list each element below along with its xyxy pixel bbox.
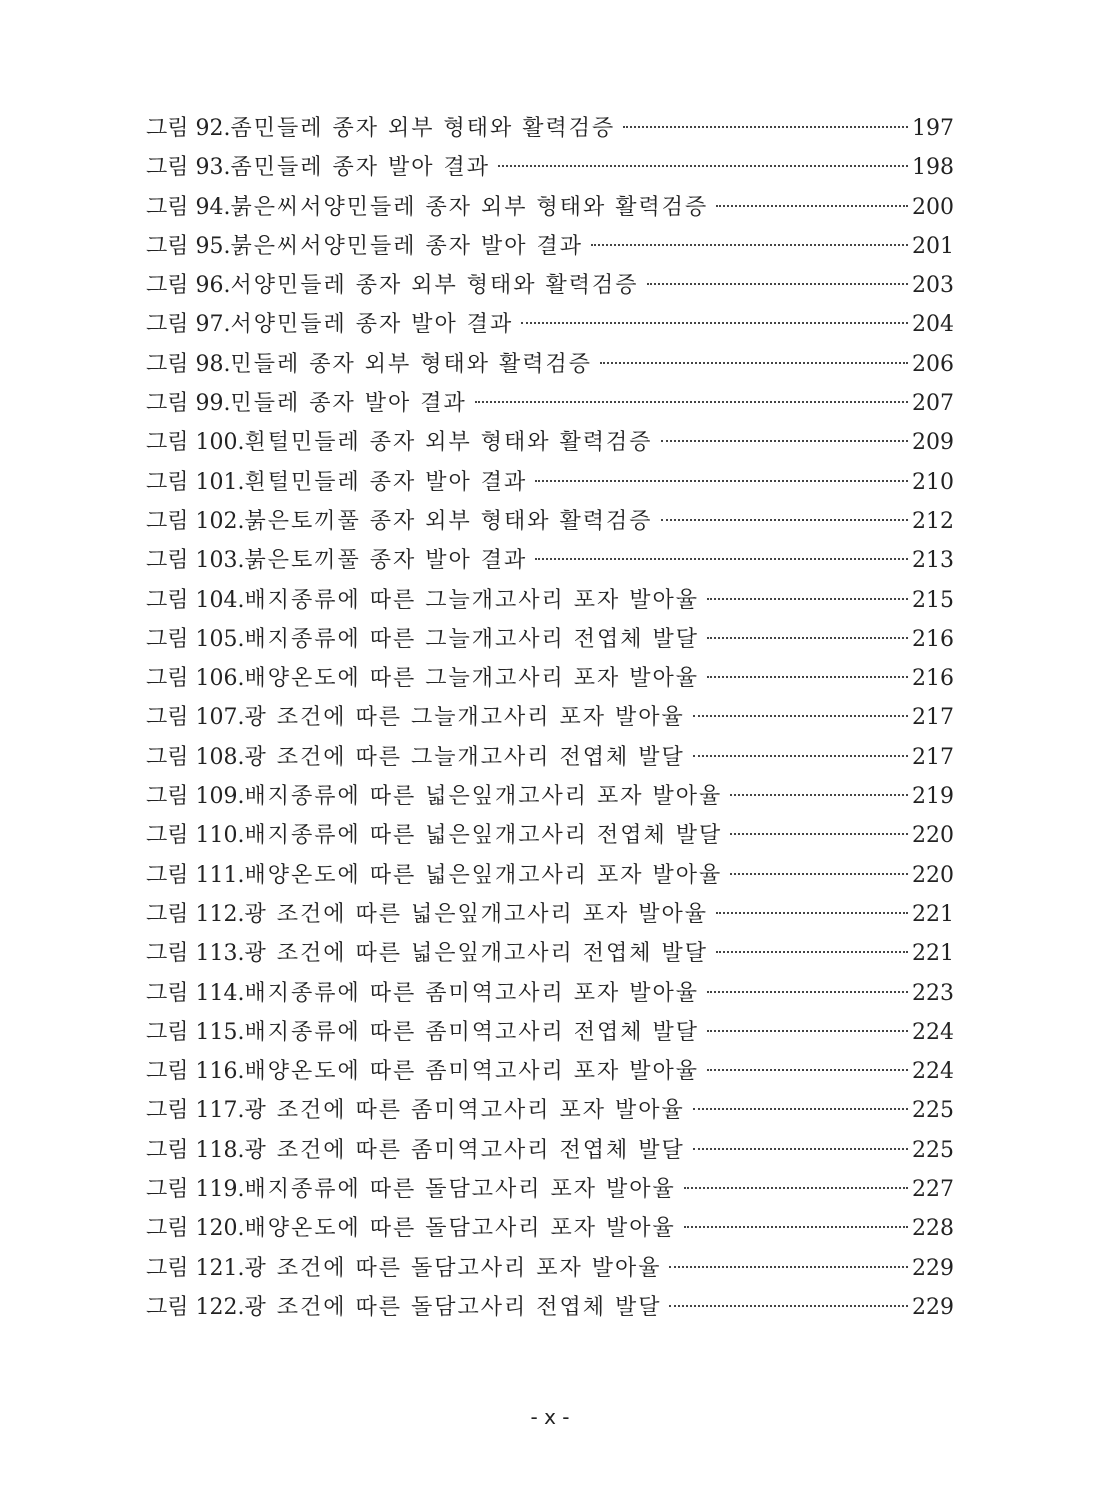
toc-entry[interactable]: [146, 148, 954, 187]
entry-label: 그림 102.: [146, 508, 245, 534]
entry-page-number: 216: [912, 626, 954, 652]
dot-leader: [475, 401, 908, 403]
entry-title: 붉은토끼풀 종자 발아 결과: [244, 548, 528, 574]
entry-label: 그림 116.: [146, 1059, 245, 1085]
entry-title: 배지종류에 따른 좀미역고사리 포자 발아율: [244, 980, 699, 1006]
toc-entry[interactable]: [146, 777, 954, 816]
entry-label: 그림 112.: [146, 901, 245, 927]
toc-entry[interactable]: [146, 227, 954, 266]
entry-title: 배양온도에 따른 좀미역고사리 포자 발아율: [244, 1059, 699, 1085]
dot-leader: [661, 440, 909, 442]
entry-label: 그림 92.: [146, 116, 231, 141]
table-of-figures: [146, 109, 954, 1327]
entry-label: 그림 114.: [146, 980, 245, 1006]
dot-leader: [521, 322, 908, 324]
dot-leader: [600, 362, 908, 364]
toc-entry[interactable]: [146, 934, 954, 973]
entry-page-number: 220: [912, 823, 954, 849]
entry-label: 그림 93.: [146, 155, 231, 181]
dot-leader: [693, 755, 908, 757]
toc-entry[interactable]: [146, 1052, 954, 1091]
entry-title: 배지종류에 따른 넓은잎개고사리 포자 발아율: [244, 784, 723, 810]
entry-title: 광 조건에 따른 넓은잎개고사리 포자 발아율: [244, 901, 708, 927]
entry-page-number: 224: [912, 1019, 954, 1045]
entry-page-number: 204: [912, 312, 954, 338]
entry-label: 그림 97.: [146, 312, 231, 338]
entry-label: 그림 108.: [146, 744, 245, 770]
entry-title: 배지종류에 따른 좀미역고사리 전엽체 발달: [244, 1019, 699, 1045]
dot-leader: [730, 794, 908, 796]
entry-title: 서양민들레 종자 외부 형태와 활력검증: [230, 273, 639, 299]
entry-page-number: 200: [912, 194, 954, 220]
entry-title: 배지종류에 따른 그늘개고사리 포자 발아율: [244, 587, 699, 613]
entry-label: 그림 120.: [146, 1216, 245, 1242]
toc-entry[interactable]: [146, 188, 954, 227]
entry-page-number: 221: [912, 941, 954, 967]
dot-leader: [661, 519, 909, 521]
entry-page-number: 203: [912, 273, 954, 299]
toc-entry[interactable]: [146, 698, 954, 737]
entry-label: 그림 115.: [146, 1019, 245, 1045]
entry-title: 광 조건에 따른 좀미역고사리 포자 발아율: [244, 1098, 685, 1124]
entry-label: 그림 121.: [146, 1255, 245, 1281]
entry-page-number: 225: [912, 1098, 954, 1124]
entry-page-number: 207: [912, 391, 954, 417]
entry-label: 그림 111.: [146, 862, 245, 888]
toc-entry[interactable]: [146, 816, 954, 855]
entry-label: 그림 101.: [146, 469, 245, 495]
dot-leader: [707, 1030, 908, 1032]
entry-label: 그림 98.: [146, 351, 231, 377]
entry-page-number: 215: [912, 587, 954, 613]
entry-title: 배지종류에 따른 그늘개고사리 전엽체 발달: [244, 626, 699, 652]
entry-page-number: 229: [912, 1294, 954, 1320]
entry-title: 붉은토끼풀 종자 외부 형태와 활력검증: [244, 508, 653, 534]
toc-entry[interactable]: [146, 974, 954, 1013]
entry-title: 배지종류에 따른 넓은잎개고사리 전엽체 발달: [244, 823, 723, 849]
dot-leader: [684, 1226, 908, 1228]
entry-title: 흰털민들레 종자 외부 형태와 활력검증: [244, 430, 653, 456]
entry-title: 광 조건에 따른 그늘개고사리 전엽체 발달: [244, 744, 685, 770]
dot-leader: [535, 480, 908, 482]
dot-leader: [669, 1305, 908, 1307]
toc-entry[interactable]: [146, 581, 954, 620]
entry-label: 그림 100.: [146, 430, 245, 456]
dot-leader: [693, 1148, 908, 1150]
toc-entry[interactable]: [146, 620, 954, 659]
entry-page-number: 224: [912, 1059, 954, 1085]
entry-title: 광 조건에 따른 돌담고사리 전엽체 발달: [244, 1294, 662, 1320]
dot-leader: [684, 1187, 908, 1189]
toc-entry[interactable]: [146, 266, 954, 305]
entry-page-number: 197: [912, 116, 954, 141]
entry-page-number: 229: [912, 1255, 954, 1281]
entry-page-number: 209: [912, 430, 954, 456]
toc-entry[interactable]: [146, 1131, 954, 1170]
toc-entry[interactable]: [146, 1288, 954, 1327]
entry-title: 붉은씨서양민들레 종자 외부 형태와 활력검증: [230, 194, 709, 220]
dot-leader: [647, 283, 908, 285]
toc-entry[interactable]: [146, 659, 954, 698]
toc-entry[interactable]: [146, 1091, 954, 1130]
entry-label: 그림 94.: [146, 194, 231, 220]
dot-leader: [716, 912, 908, 914]
toc-entry[interactable]: [146, 1209, 954, 1248]
entry-page-number: 198: [912, 155, 954, 181]
entry-label: 그림 109.: [146, 784, 245, 810]
dot-leader: [730, 873, 908, 875]
entry-page-number: 210: [912, 469, 954, 495]
entry-page-number: 213: [912, 548, 954, 574]
entry-page-number: 225: [912, 1137, 954, 1163]
toc-entry[interactable]: [146, 856, 954, 895]
entry-title: 배지종류에 따른 돌담고사리 포자 발아율: [244, 1177, 676, 1203]
toc-entry[interactable]: [146, 345, 954, 384]
dot-leader: [707, 1069, 908, 1071]
entry-label: 그림 106.: [146, 666, 245, 692]
toc-entry[interactable]: [146, 384, 954, 423]
entry-title: 광 조건에 따른 좀미역고사리 전엽체 발달: [244, 1137, 685, 1163]
entry-label: 그림 95.: [146, 233, 231, 259]
entry-label: 그림 105.: [146, 626, 245, 652]
dot-leader: [693, 1108, 908, 1110]
entry-label: 그림 113.: [146, 941, 245, 967]
dot-leader: [707, 991, 908, 993]
toc-entry[interactable]: [146, 463, 954, 502]
toc-entry[interactable]: [146, 1249, 954, 1288]
toc-entry[interactable]: [146, 423, 954, 462]
entry-title: 배양온도에 따른 돌담고사리 포자 발아율: [244, 1216, 676, 1242]
entry-label: 그림 104.: [146, 587, 245, 613]
entry-page-number: 219: [912, 784, 954, 810]
dot-leader: [535, 558, 908, 560]
entry-page-number: 206: [912, 351, 954, 377]
dot-leader: [730, 833, 908, 835]
dot-leader: [707, 676, 908, 678]
entry-page-number: 217: [912, 744, 954, 770]
entry-label: 그림 96.: [146, 273, 231, 299]
entry-page-number: 217: [912, 705, 954, 731]
entry-title: 좀민들레 종자 발아 결과: [230, 155, 491, 181]
entry-page-number: 216: [912, 666, 954, 692]
page-number: - x -: [530, 1405, 570, 1429]
toc-entry[interactable]: [146, 541, 954, 580]
entry-title: 민들레 종자 외부 형태와 활력검증: [230, 351, 593, 377]
entry-label: 그림 118.: [146, 1137, 245, 1163]
toc-entry[interactable]: [146, 109, 954, 148]
entry-label: 그림 117.: [146, 1098, 245, 1124]
toc-entry[interactable]: [146, 1013, 954, 1052]
dot-leader: [498, 165, 908, 167]
entry-title: 광 조건에 따른 그늘개고사리 포자 발아율: [244, 705, 685, 731]
entry-title: 흰털민들레 종자 발아 결과: [244, 469, 528, 495]
entry-title: 광 조건에 따른 넓은잎개고사리 전엽체 발달: [244, 941, 708, 967]
entry-page-number: 228: [912, 1216, 954, 1242]
toc-entry[interactable]: [146, 502, 954, 541]
entry-title: 민들레 종자 발아 결과: [230, 391, 467, 417]
toc-entry[interactable]: [146, 738, 954, 777]
entry-label: 그림 103.: [146, 548, 245, 574]
dot-leader: [591, 244, 908, 246]
entry-page-number: 223: [912, 980, 954, 1006]
entry-page-number: 220: [912, 862, 954, 888]
entry-label: 그림 119.: [146, 1177, 245, 1203]
toc-entry[interactable]: [146, 1170, 954, 1209]
entry-title: 배양온도에 따른 그늘개고사리 포자 발아율: [244, 666, 699, 692]
dot-leader: [707, 637, 908, 639]
entry-label: 그림 107.: [146, 705, 245, 731]
entry-title: 좀민들레 종자 외부 형태와 활력검증: [230, 116, 616, 141]
entry-page-number: 221: [912, 901, 954, 927]
dot-leader: [716, 205, 908, 207]
entry-page-number: 227: [912, 1177, 954, 1203]
dot-leader: [623, 126, 908, 128]
entry-title: 서양민들레 종자 발아 결과: [230, 312, 514, 338]
toc-entry[interactable]: [146, 305, 954, 344]
entry-page-number: 212: [912, 508, 954, 534]
entry-label: 그림 110.: [146, 823, 245, 849]
entry-title: 붉은씨서양민들레 종자 발아 결과: [230, 233, 584, 259]
toc-entry[interactable]: [146, 895, 954, 934]
entry-label: 그림 99.: [146, 391, 231, 417]
entry-title: 광 조건에 따른 돌담고사리 포자 발아율: [244, 1255, 662, 1281]
dot-leader: [716, 951, 908, 953]
dot-leader: [707, 598, 908, 600]
dot-leader: [693, 715, 908, 717]
entry-title: 배양온도에 따른 넓은잎개고사리 포자 발아율: [244, 862, 723, 888]
entry-label: 그림 122.: [146, 1294, 245, 1320]
entry-page-number: 201: [912, 233, 954, 259]
dot-leader: [669, 1266, 908, 1268]
